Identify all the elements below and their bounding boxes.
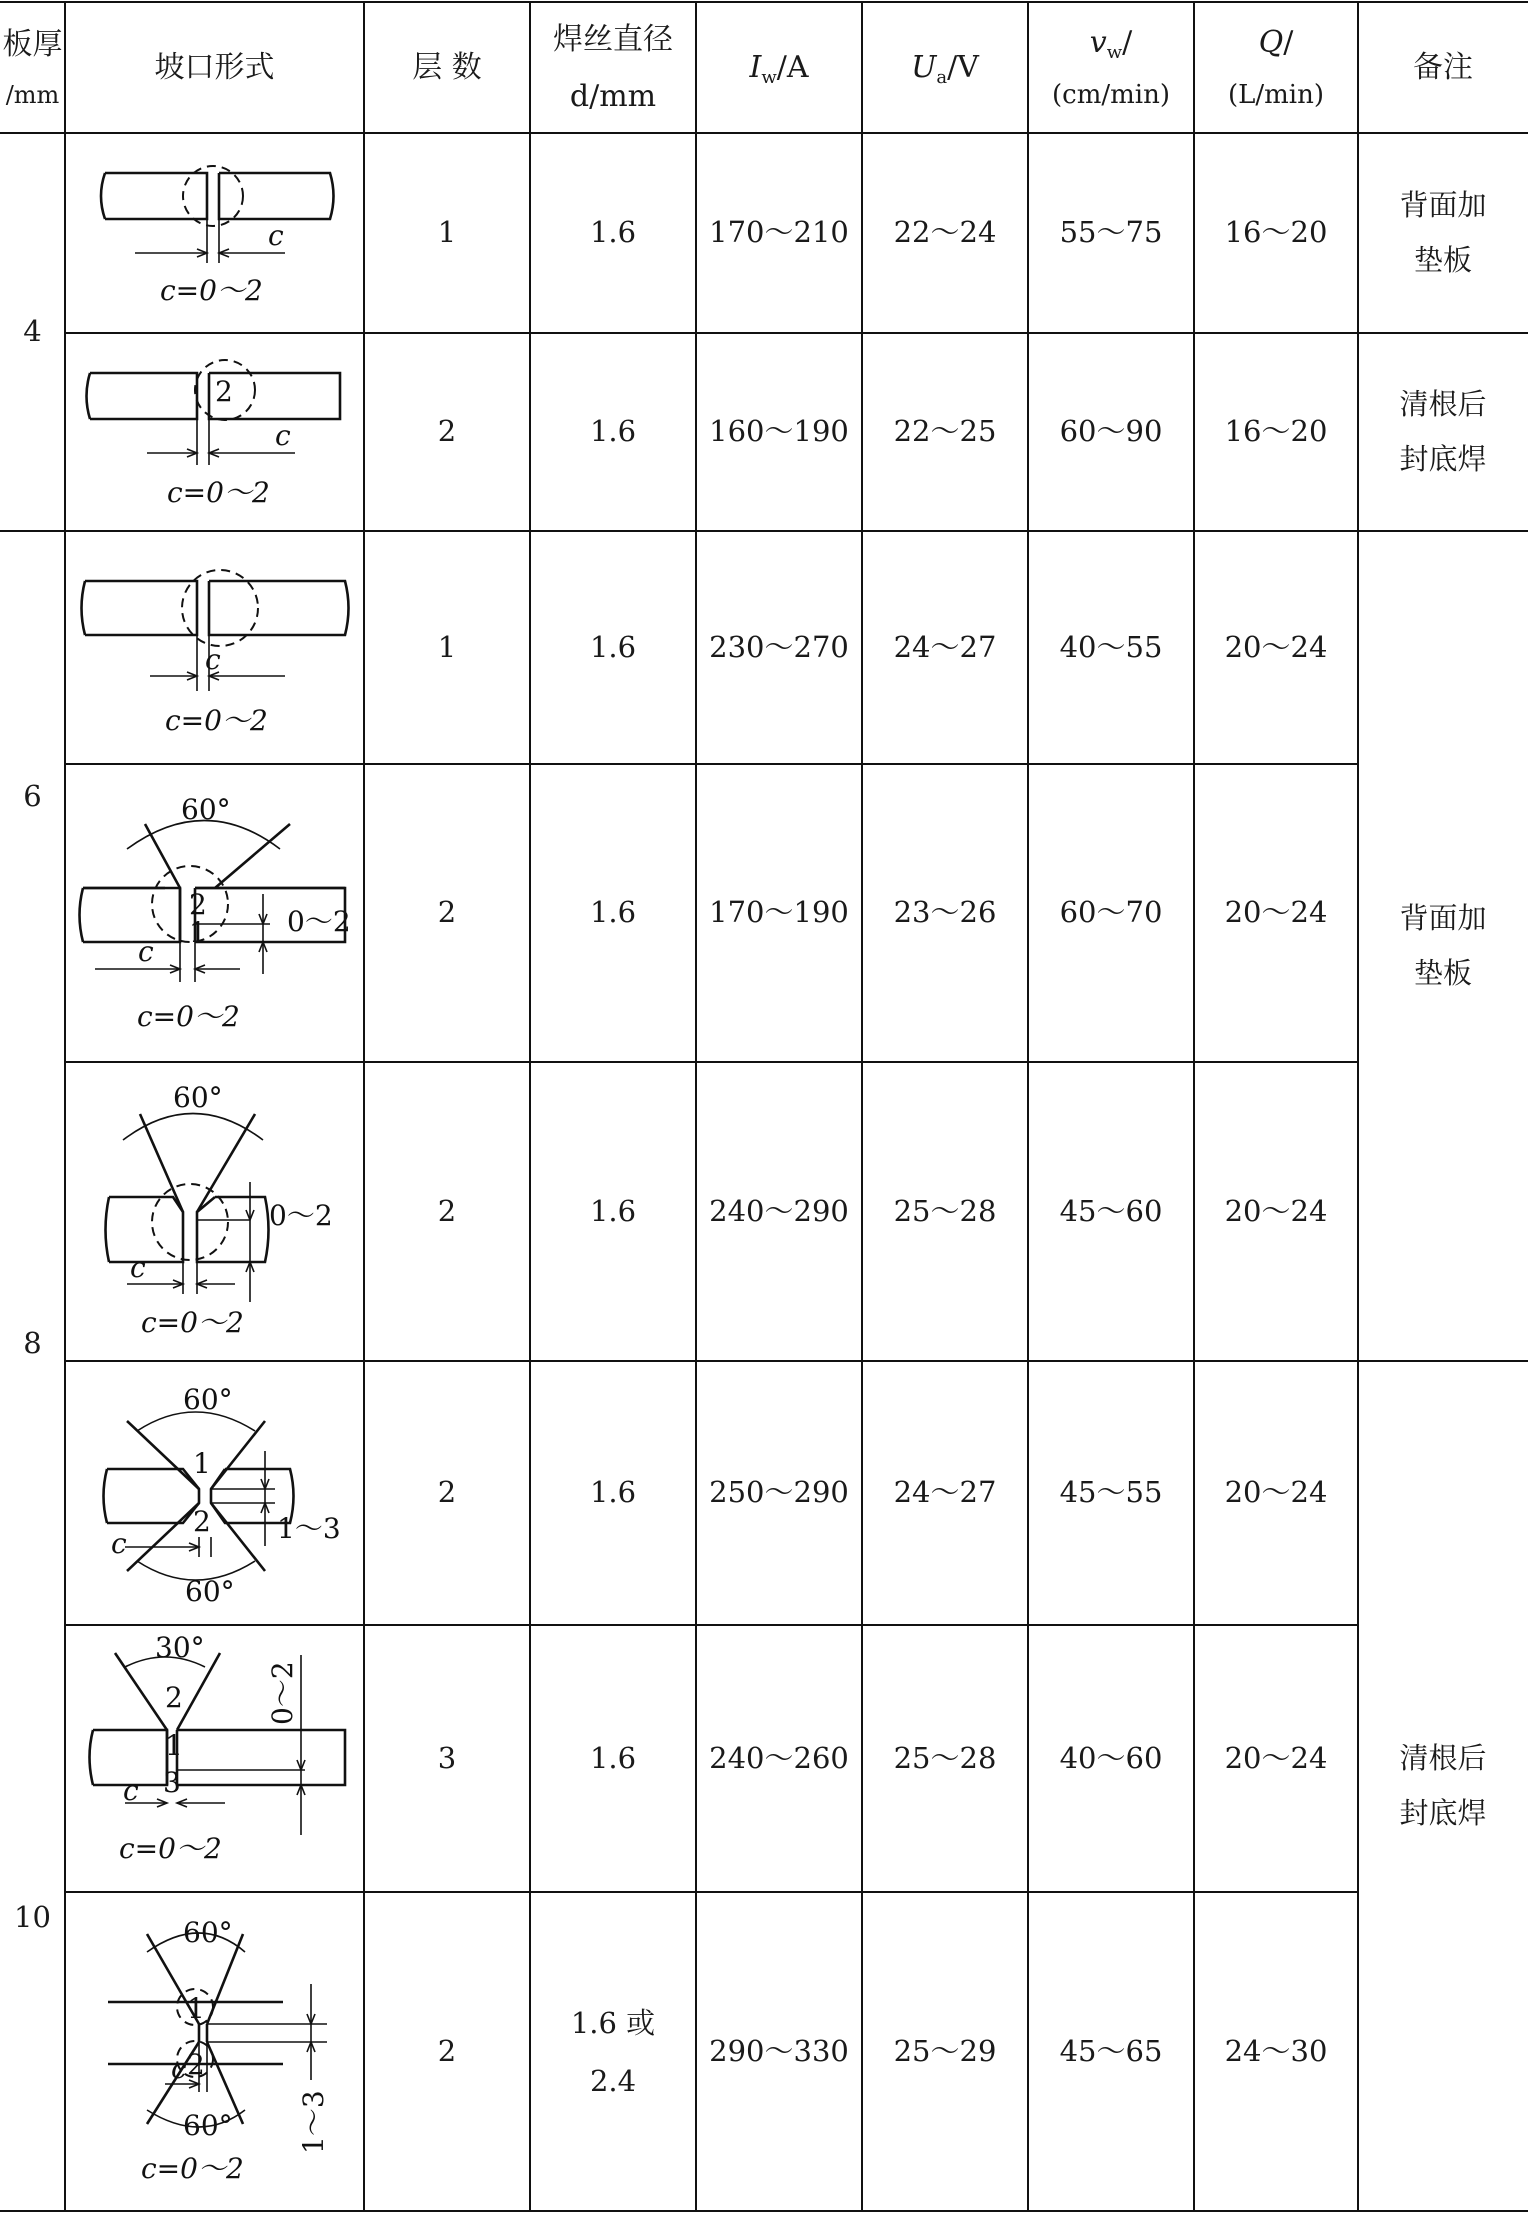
gap-label: c [268,219,284,252]
groove-diagram-x-8mm [65,1361,364,1625]
voltage-cell: 22～25 [893,414,997,449]
root-face-label: 1～3 [297,2090,330,2154]
remark-backing-plate [1358,531,1528,1361]
speed-cell: 60～70 [1059,895,1163,930]
remark-line1: 背面加 [1399,900,1487,935]
layers-cell: 1 [437,629,457,664]
angle-label: 60° [173,1081,223,1114]
current-cell: 160～190 [709,414,849,449]
pass-2-label: 2 [193,1505,211,1538]
voltage-cell: 25～29 [893,2033,997,2068]
current-cell: 290～330 [709,2033,849,2068]
voltage-cell: 24～27 [893,1475,997,1510]
remark-line2: 封底焊 [1399,442,1487,476]
layers-cell: 2 [437,2033,457,2068]
flow-cell: 20～24 [1224,1193,1328,1228]
gap-range-label: c=0～2 [141,2152,244,2185]
voltage-cell: 22～24 [893,215,997,250]
layers-cell: 3 [437,1740,457,1775]
remark-line1: 清根后 [1399,1740,1487,1775]
header-wire [530,2,696,133]
layers-cell: 2 [437,1193,457,1228]
pass-1-label: 1 [187,1992,205,2025]
wire-cell: 1.6 [589,414,637,449]
pass-2-label: 2 [165,1681,183,1714]
current-cell: 170～190 [709,895,849,930]
header-voltage-unit: /V [947,50,979,85]
layers-cell: 2 [437,1475,457,1510]
root-face-label: 0～2 [269,1199,333,1232]
gap-label: c [130,1251,146,1284]
wire-line2: 2.4 [589,2063,637,2098]
thickness-6: 6 [23,778,42,813]
wire-cell: 1.6 [589,1740,637,1775]
flow-cell: 16～20 [1224,215,1328,250]
gap-label: c [123,1774,139,1807]
wire-cell: 1.6 [589,1193,637,1228]
thickness-8: 8 [23,1325,42,1360]
speed-cell: 45～55 [1059,1475,1163,1510]
remark-backing-plate [1358,133,1528,333]
remark-line2: 垫板 [1413,243,1472,277]
header-layers: 层 数 [412,50,482,85]
wire-cell: 1.6 [589,895,637,930]
header-remark: 备注 [1413,50,1473,85]
flow-cell: 20～24 [1224,895,1328,930]
remark-back-gouge [1358,1361,1528,2211]
angle-top-label: 60° [183,1383,233,1416]
current-cell: 240～260 [709,1740,849,1775]
speed-cell: 45～65 [1059,2033,1163,2068]
root-face-label: 0～2 [266,1661,299,1725]
flow-cell: 20～24 [1224,629,1328,664]
remark-back-gouge [1358,333,1528,531]
wire-line1: 1.6 或 [570,2005,656,2040]
header-speed-slash: / [1122,25,1133,61]
pass-2-label: 2 [215,375,233,408]
thickness-4: 4 [23,314,42,349]
gap-label: c [275,419,291,452]
thickness-10: 10 [14,1900,51,1935]
angle-label: 30° [155,1631,205,1664]
angle-top-label: 60° [183,1916,233,1949]
current-cell: 250～290 [709,1475,849,1510]
flow-cell: 24～30 [1224,2033,1328,2068]
gap-range-label: c=0～2 [141,1306,244,1339]
flow-cell: 20～24 [1224,1475,1328,1510]
pass-2-label: 2 [189,888,207,921]
header-current-unit: /A [776,50,809,85]
wire-cell: 1.6 [589,215,637,250]
voltage-cell: 25～28 [893,1740,997,1775]
groove-diagram-v-8mm [65,1062,364,1361]
speed-cell: 60～90 [1059,414,1163,449]
gap-label: c [171,2052,187,2085]
remark-line1: 背面加 [1399,187,1487,222]
pass-1-label: 1 [165,1729,183,1762]
layers-cell: 2 [437,895,457,930]
header-wire-line2: d/mm [569,78,657,114]
root-face-label: 1～3 [277,1512,341,1545]
wire-cell: 1.6 [589,1475,637,1510]
gap-label: c [205,643,221,676]
voltage-cell: 24～27 [893,629,997,664]
header-current: $I_w/A$ [749,50,809,88]
groove-diagram-bevel-10mm [65,1625,364,1892]
angle-bottom-label: 60° [183,2109,233,2142]
layers-cell: 2 [437,414,457,449]
groove-diagram-i-double [65,333,364,531]
speed-cell: 45～60 [1059,1193,1163,1228]
remark-line1: 清根后 [1399,386,1487,421]
header-thickness [0,2,65,133]
pass-1-label: 1 [189,916,207,949]
current-cell: 230～270 [709,629,849,664]
gap-range-label: c=0～2 [137,1000,240,1033]
groove-diagram-i-6mm [65,531,364,764]
header-flow-unit: (L/min) [1227,80,1325,111]
flow-cell: 16～20 [1224,414,1328,449]
gap-range-label: c=0～2 [119,1832,222,1865]
header-thickness-line1: 板厚 [2,27,63,63]
voltage-cell: 23～26 [893,895,997,930]
current-cell: 170～210 [709,215,849,250]
header-thickness-line2: /mm [5,81,60,110]
voltage-cell: 25～28 [893,1193,997,1228]
header-speed: $v_w/$ (cm/min) [1028,2,1194,133]
header-wire-line1: 焊丝直径 [553,21,673,57]
header-voltage: $U_a/V$ [911,50,979,88]
pass-2-label: 2 [187,2048,205,2081]
angle-label: 60° [181,793,231,826]
angle-bottom-label: 60° [185,1575,235,1608]
header-flow-slash: / [1283,25,1294,61]
flow-cell: 20～24 [1224,1740,1328,1775]
header-groove: 坡口形式 [154,50,275,85]
current-cell: 240～290 [709,1193,849,1228]
header-speed-unit: (cm/min) [1052,80,1170,111]
groove-diagram-v-6mm [65,764,364,1062]
gap-label: c [138,935,154,968]
header-flow: Q/ (L/min) [1194,2,1358,133]
pass-3-label: 3 [163,1766,181,1799]
gap-range-label: c=0～2 [167,476,270,509]
gap-label: c [111,1527,127,1560]
root-face-label: 0～2 [287,905,351,938]
layers-cell: 1 [437,215,457,250]
wire-cell: 1.6 [589,629,637,664]
wire-cell [530,1892,696,2211]
gap-range-label: c=0～2 [160,274,263,307]
remark-line2: 垫板 [1413,956,1472,990]
speed-cell: 40～55 [1059,629,1163,664]
speed-cell: 55～75 [1059,215,1163,250]
speed-cell: 40～60 [1059,1740,1163,1775]
pass-1-label: 1 [193,1447,211,1480]
gap-range-label: c=0～2 [165,704,268,737]
groove-diagram-i-single [65,133,364,333]
remark-line2: 封底焊 [1399,1796,1487,1830]
groove-diagram-x-10mm [65,1892,364,2211]
